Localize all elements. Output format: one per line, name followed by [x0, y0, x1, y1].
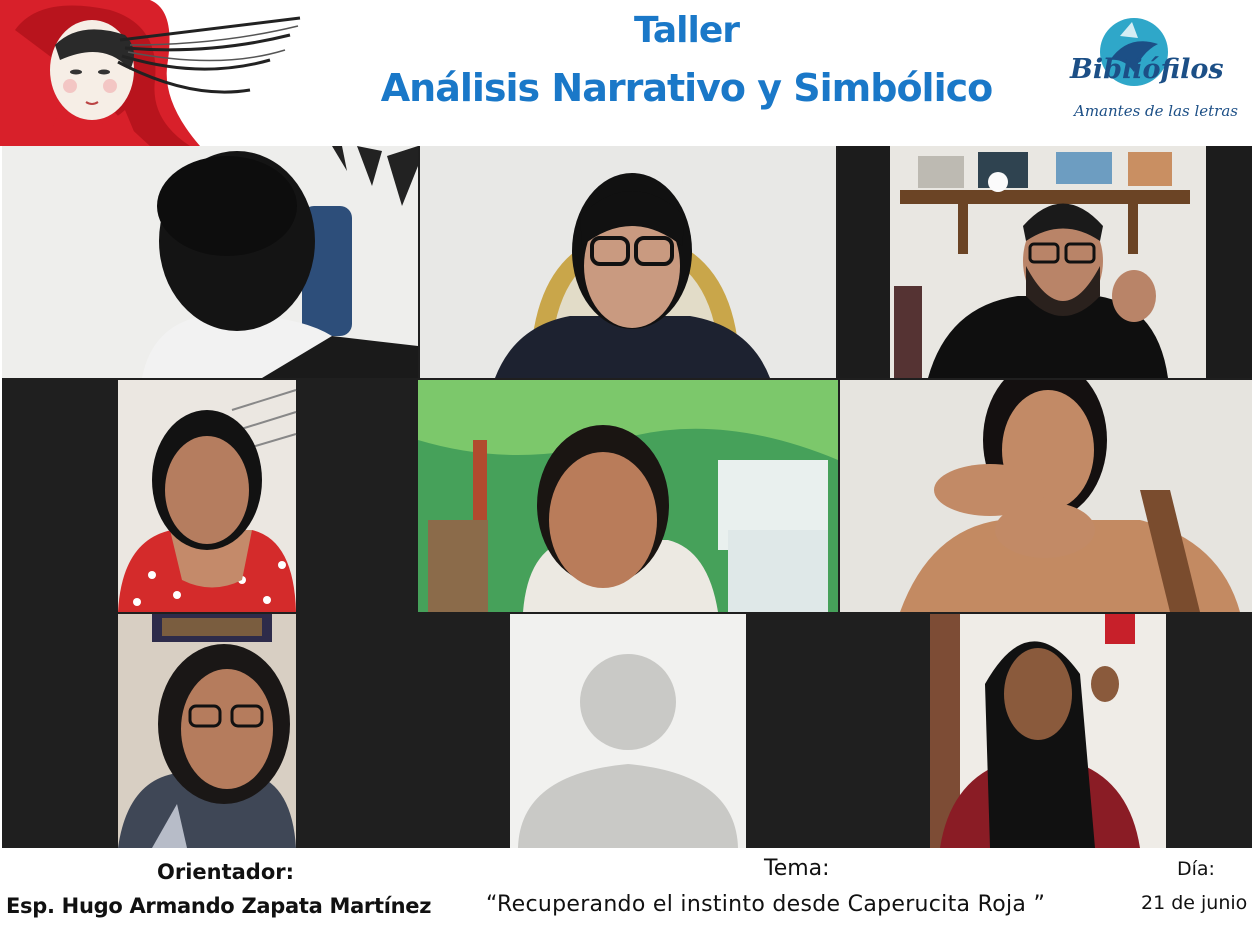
logo-tagline: Amantes de las letras [1074, 102, 1238, 120]
participant-video-feed [930, 614, 1166, 848]
participant-video-feed [838, 146, 1252, 378]
participant-video-feed [420, 146, 836, 378]
title-line-2: Análisis Narrativo y Simbólico [380, 66, 993, 110]
footer-info [0, 848, 1258, 927]
participant-video-feed [2, 380, 418, 612]
tema-label: Tema: [764, 856, 830, 881]
participant-video-feed [418, 380, 838, 612]
header-banner [0, 0, 1258, 146]
title-line-1: Taller [633, 10, 740, 51]
participant-video-feed [2, 614, 418, 848]
participant-video-feed [2, 146, 418, 378]
video-call-grid [2, 146, 1252, 848]
participant-video-feed [840, 380, 1252, 612]
video-tile-participant-6[interactable] [840, 380, 1252, 612]
orientador-name: Esp. Hugo Armando Zapata Martínez [6, 894, 432, 918]
avatar-placeholder-icon [510, 614, 746, 848]
bibliofilos-logo [1062, 14, 1238, 142]
video-tile-participant-7[interactable] [2, 614, 418, 848]
video-tile-participant-1[interactable] [2, 146, 418, 378]
tema-value: “Recuperando el instinto desde Caperucita Roja ” [486, 892, 1046, 917]
orientador-label: Orientador: [157, 860, 295, 884]
video-tile-participant-4[interactable] [2, 380, 418, 612]
video-tile-participant-2[interactable] [420, 146, 836, 378]
logo-brand-text: Bibliófilos [1070, 54, 1224, 85]
video-tile-participant-8[interactable] [510, 614, 746, 848]
video-tile-participant-9[interactable] [930, 614, 1166, 848]
video-tile-participant-5[interactable] [418, 380, 838, 612]
video-tile-participant-3[interactable] [838, 146, 1252, 378]
dia-value: 21 de junio [1141, 892, 1248, 914]
dia-label: Día: [1177, 858, 1215, 880]
